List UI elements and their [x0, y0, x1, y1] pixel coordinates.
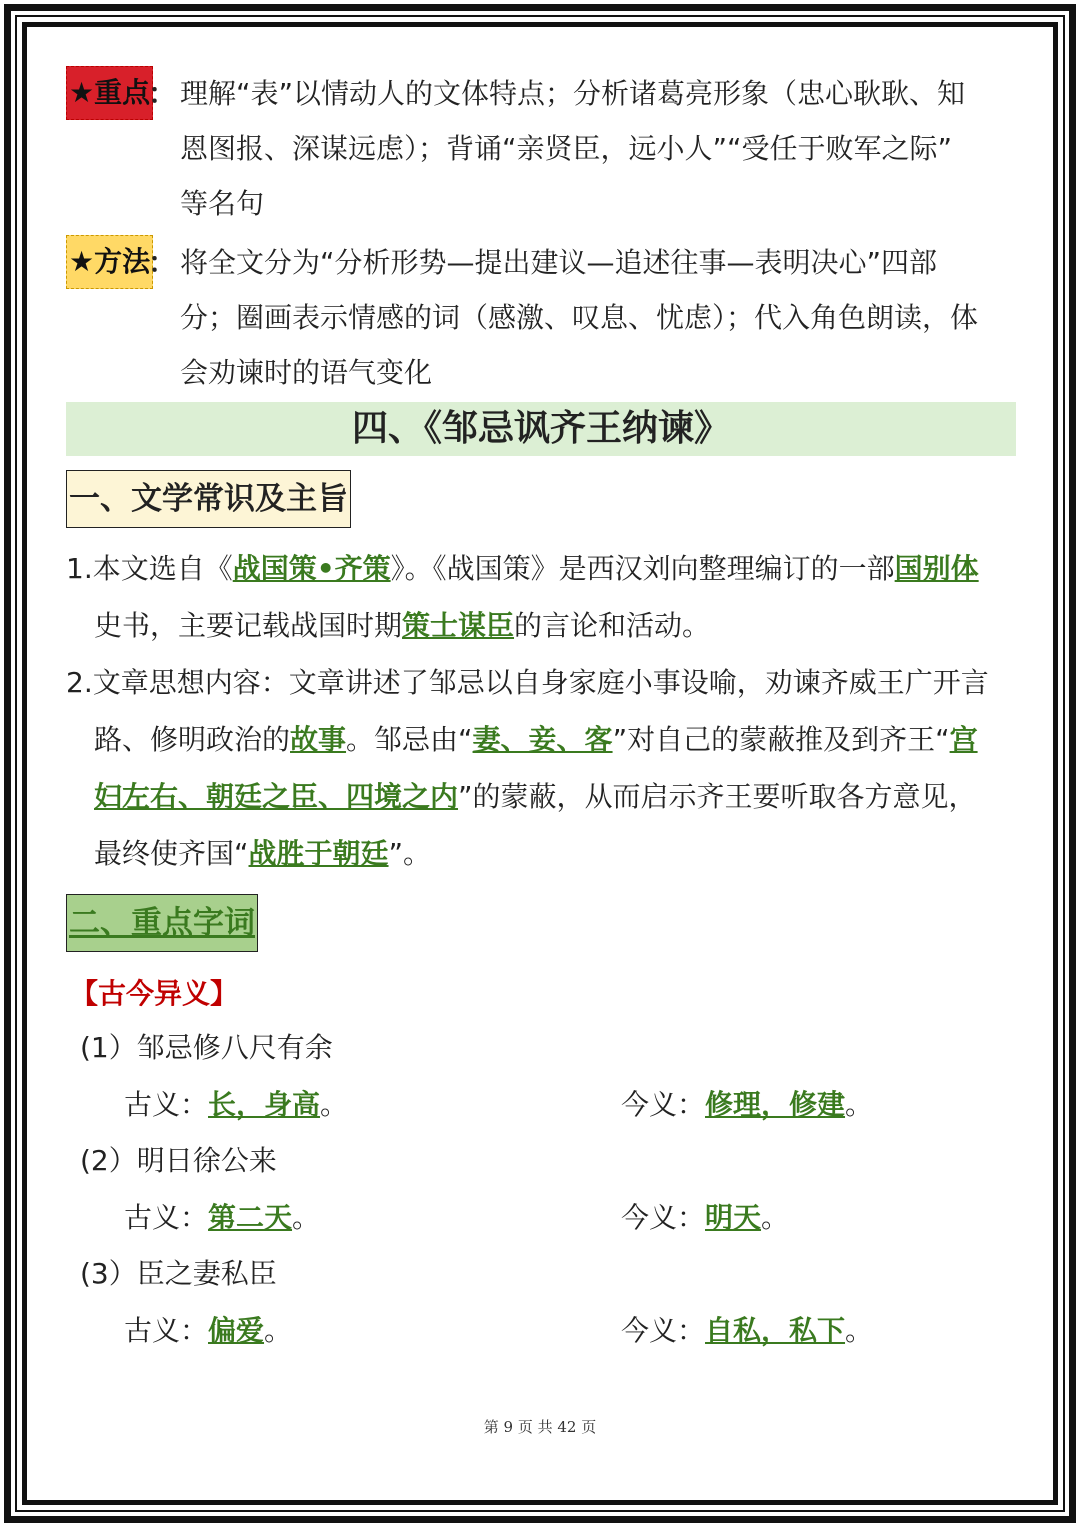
paragraph-2-line	[66, 825, 1016, 882]
vocab-item	[66, 1246, 1016, 1359]
vocab-meanings	[66, 1076, 1016, 1133]
paragraph-1-cont	[66, 597, 1016, 654]
method-colon: ：	[148, 246, 177, 279]
key-term: 战胜于朝廷	[248, 837, 389, 870]
vocab-sentence: (2）明日徐公来	[80, 1144, 277, 1177]
section-title: 四、《邹忌讽齐王纳谏》	[66, 402, 1016, 456]
text: 史书，主要记载战国时期	[94, 609, 403, 642]
part1-heading: 一、文学常识及主旨	[66, 470, 351, 528]
modern-value: 修理，修建	[705, 1088, 846, 1121]
paragraph-2	[66, 654, 1016, 882]
method-line: 将全文分为“分析形势—提出建议—追述往事—表明决心”四部	[180, 246, 938, 279]
modern-label: 今义：	[621, 1201, 706, 1234]
focus-tag: ★重点	[66, 66, 153, 120]
focus-block	[66, 66, 1016, 231]
vocab-meanings	[66, 1189, 1016, 1246]
text: 2.文章思想内容：文章讲述了邹忌以自身家庭小事设喻，劝谏齐威王广开言	[66, 666, 989, 699]
text: 》。《战国策》是西汉刘向整理编订的一部	[390, 552, 895, 585]
paragraph-2-line	[66, 768, 1016, 825]
key-term: 故事	[290, 723, 347, 756]
method-line: 会劝谏时的语气变化	[180, 356, 433, 389]
text: 。邹忌由“	[346, 723, 473, 756]
key-term: 妻、妾、客	[472, 723, 613, 756]
vocab-sentence: (1）邹忌修八尺有余	[80, 1031, 333, 1064]
ancient-meaning	[124, 1302, 292, 1359]
key-term: 国别体	[894, 552, 979, 585]
text: ”的蒙蔽，从而启示齐王要听取各方意见，	[458, 780, 977, 813]
text: 路、修明政治的	[94, 723, 291, 756]
ancient-value: 偏爱	[208, 1314, 265, 1347]
modern-label: 今义：	[621, 1088, 706, 1121]
period: 。	[264, 1314, 293, 1347]
modern-meaning	[621, 1076, 873, 1133]
ancient-label: 古义：	[124, 1088, 209, 1121]
period: 。	[845, 1314, 874, 1347]
modern-label: 今义：	[621, 1314, 706, 1347]
page-number: 第 9 页 共 42 页	[483, 1418, 597, 1436]
ancient-meaning	[124, 1076, 348, 1133]
period: 。	[320, 1088, 349, 1121]
key-term: 战国策•齐策	[232, 552, 391, 585]
key-term: 妇左右、朝廷之臣、四境之内	[94, 780, 459, 813]
key-term: 策士谋臣	[402, 609, 515, 642]
period: 。	[761, 1201, 790, 1234]
ancient-modern-heading: 【古今异义】	[70, 977, 239, 1010]
focus-colon: ：	[148, 77, 177, 110]
focus-line: 理解“表”以情动人的文体特点；分析诸葛亮形象（忠心耿耿、知	[180, 77, 966, 110]
modern-meaning	[621, 1189, 789, 1246]
part2-heading: 二、重点字词	[66, 894, 258, 952]
ancient-label: 古义：	[124, 1201, 209, 1234]
method-block	[66, 235, 1016, 400]
vocab-item	[66, 1133, 1016, 1246]
ancient-value: 长，身高	[208, 1088, 321, 1121]
focus-text	[180, 66, 1016, 231]
period: 。	[292, 1201, 321, 1234]
page-content	[66, 66, 1016, 1359]
text: ”对自己的蒙蔽推及到齐王“	[612, 723, 950, 756]
method-line: 分；圈画表示情感的词（感激、叹息、忧虑）；代入角色朗读，体	[180, 301, 979, 334]
vocab-sentence: (3）臣之妻私臣	[80, 1257, 277, 1290]
modern-value: 明天	[705, 1201, 762, 1234]
ancient-meaning	[124, 1189, 320, 1246]
method-text	[180, 235, 1016, 400]
focus-line: 等名句	[180, 187, 265, 220]
modern-value: 自私，私下	[705, 1314, 846, 1347]
method-tag: ★方法	[66, 235, 153, 289]
ancient-label: 古义：	[124, 1314, 209, 1347]
paragraph-1	[66, 540, 1016, 654]
focus-line: 恩图报、深谋远虑）；背诵“亲贤臣，远小人”“受任于败军之际”	[180, 132, 953, 165]
text: 最终使齐国“	[94, 837, 249, 870]
modern-meaning	[621, 1302, 873, 1359]
paragraph-2-line	[66, 711, 1016, 768]
text: 的言论和活动。	[514, 609, 711, 642]
key-term: 宫	[949, 723, 978, 756]
period: 。	[845, 1088, 874, 1121]
vocab-meanings	[66, 1302, 1016, 1359]
ancient-value: 第二天	[208, 1201, 293, 1234]
text: ”。	[388, 837, 432, 870]
vocab-item	[66, 1020, 1016, 1133]
text: 1.本文选自《	[66, 552, 233, 585]
